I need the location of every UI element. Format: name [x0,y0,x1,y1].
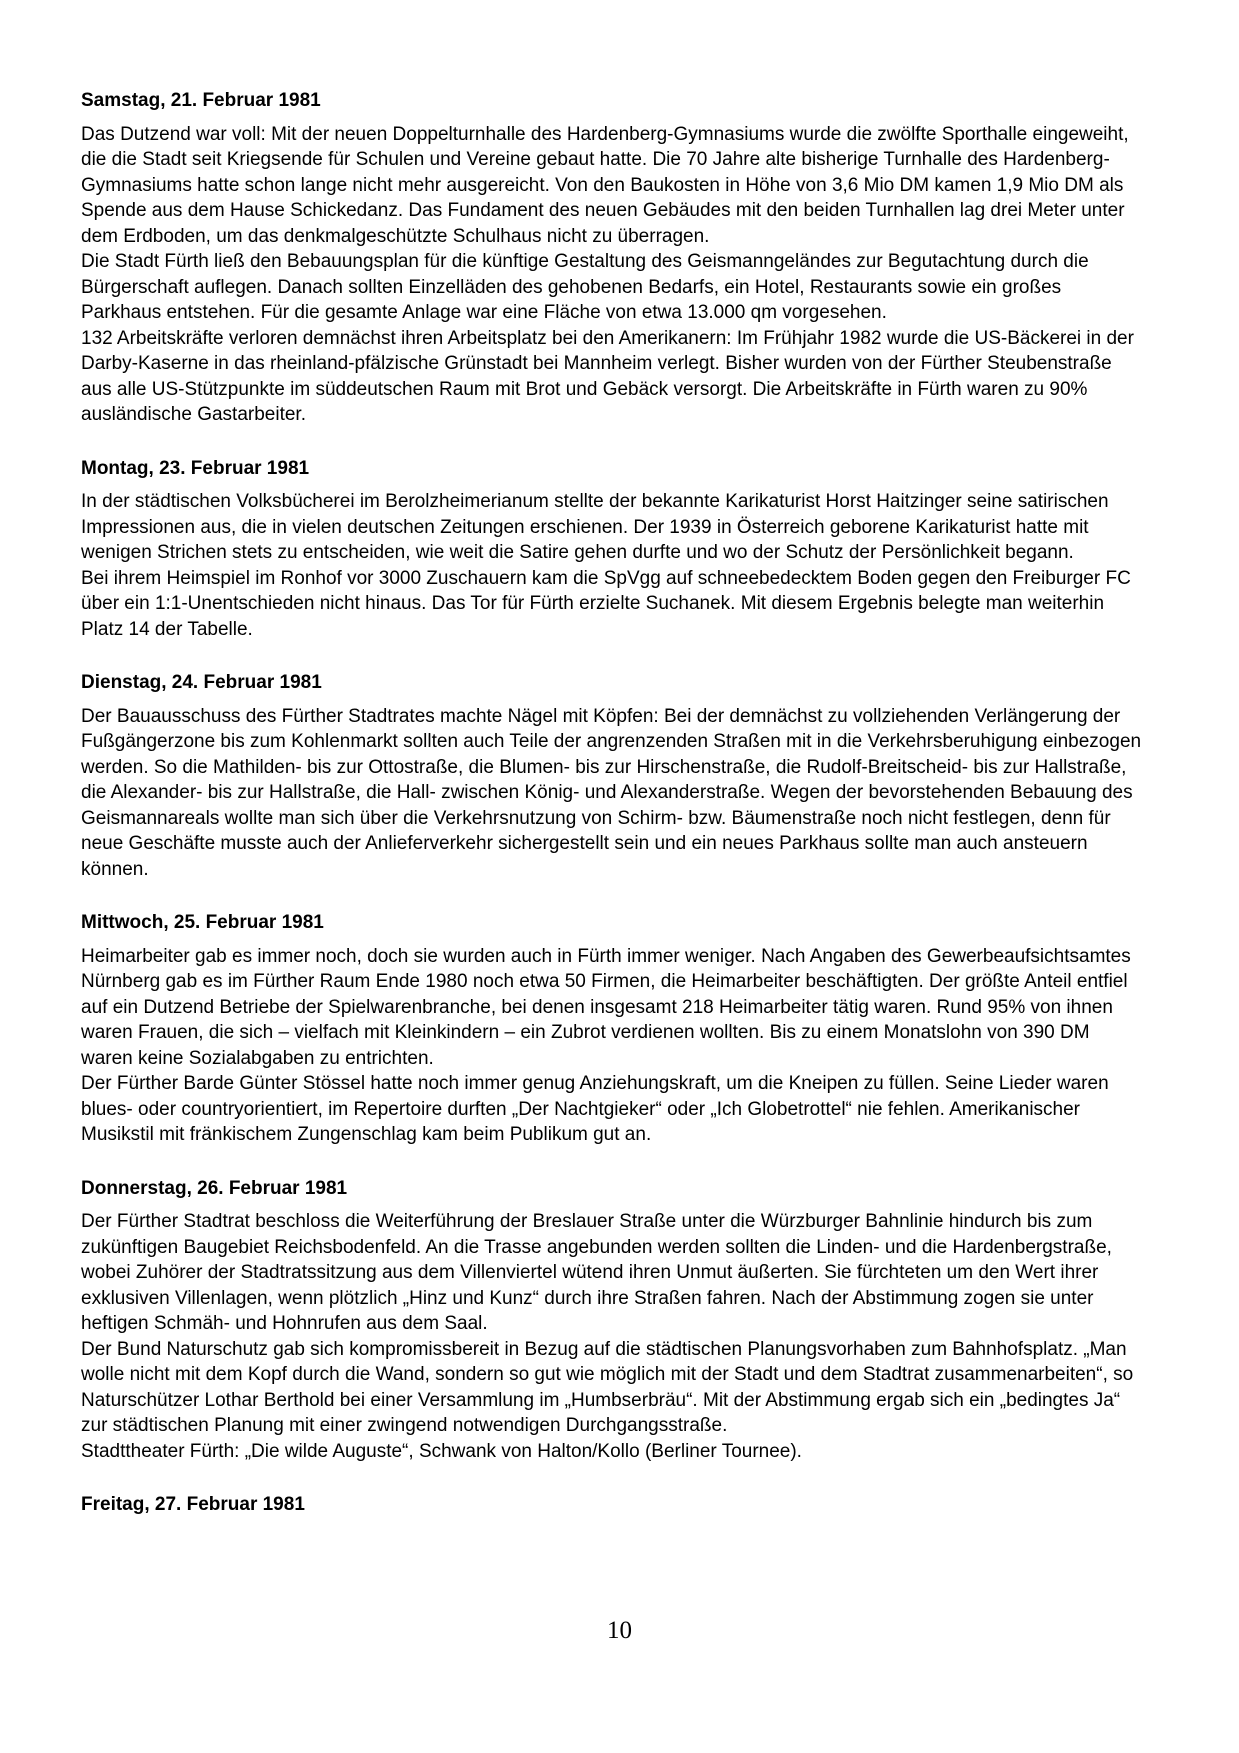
section-paragraph: Bei ihrem Heimspiel im Ronhof vor 3000 Zuschauern kam die SpVgg auf schneebedecktem Boden gegen den Freiburger FC über ein 1:1-Unentschieden nicht hinaus. Das Tor für Fürth erzielte Suchanek. Mit diesem Ergebnis belegte man weiterhin Platz 14 der Tabelle. [81,567,1131,640]
section-paragraph: Heimarbeiter gab es immer noch, doch sie wurden auch in Fürth immer weniger. Nach Angaben des Gewerbeaufsichtsamtes Nürnberg gab es im Fürther Raum Ende 1980 noch etwa 50 Firmen, die Heimarbeiter beschäftigten. Der größte Anteil entfiel auf ein Dutzend Betriebe der Spielwarenbranche, bei denen insgesamt 218 Heimarbeiter tätig waren. Rund 95% von ihnen waren Frauen, die sich – vielfach mit Kleinkindern – ein Zubrot verdienen wollten. Bis zu einem Monatslohn von 390 DM waren keine Sozialabgaben zu entrichten. [81,945,1131,1069]
day-section-friday [81,1492,1144,1518]
section-heading: Samstag, 21. Februar 1981 [81,90,321,111]
section-paragraph: Der Bauausschuss des Fürther Stadtrates machte Nägel mit Köpfen: Bei der demnächst zu vollziehenden Verlängerung der Fußgängerzone bis zum Kohlenmarkt sollten auch Teile der angrenzenden Straßen mit in die Verkehrsberuhigung einbezogen werden. So die Mathilden- bis zur Ottostraße, die Blumen- bis zur Hirschenstraße, die Rudolf-Breitscheid- bis zur Hallstraße, die Alexander- bis zur Hallstraße, die Hall- zwischen König- und Alexanderstraße. Wegen der bevorstehenden Bebauung des Geismannareals wollte man sich über die Verkehrsnutzung von Schirm- bzw. Bäumenstraße noch nicht festlegen, denn für neue Geschäfte musste auch der Anlieferverkehr sichergestellt sein und ein neues Parkhaus sollte man auch ansteuern können. [81,705,1142,880]
day-section-wednesday [81,910,1144,1148]
day-section-tuesday [81,670,1144,882]
day-section-saturday [81,88,1144,428]
section-paragraph: Das Dutzend war voll: Mit der neuen Doppelturnhalle des Hardenberg-Gymnasiums wurde die zwölfte Sporthalle eingeweiht, die die Stadt seit Kriegsende für Schulen und Vereine gebaut hatte. Die 70 Jahre alte bisherige Turnhalle des Hardenberg-Gymnasiums hatte schon lange nicht mehr ausgereicht. Von den Baukosten in Höhe von 3,6 Mio DM kamen 1,9 Mio DM als Spende aus dem Hause Schickedanz. Das Fundament des neuen Gebäudes mit den beiden Turnhallen lag drei Meter unter dem Erdboden, um das denkmalgeschützte Schulhaus nicht zu überragen. [81,123,1129,247]
section-heading: Dienstag, 24. Februar 1981 [81,672,322,693]
section-paragraph: In der städtischen Volksbücherei im Berolzheimerianum stellte der bekannte Karikaturist Horst Haitzinger seine satirischen Impressionen aus, die in vielen deutschen Zeitungen erschienen. Der 1939 in Österreich geborene Karikaturist hatte mit wenigen Strichen stets zu entscheiden, wie weit die Satire gehen durfte und wo der Schutz der Persönlichkeit begann. [81,491,1109,563]
section-paragraph: Der Bund Naturschutz gab sich kompromissbereit in Bezug auf die städtischen Planungsvorhaben zum Bahnhofsplatz. „Man wolle nicht mit dem Kopf durch die Wand, sondern so gut wie möglich mit der Stadt und dem Stadtrat zusammenarbeiten“, so Naturschützer Lothar Berthold bei einer Versammlung im „Humbserbräu“. Mit der Abstimmung ergab sich ein „bedingtes Ja“ zur städtischen Planung mit einer zwingend notwendigen Durchgangsstraße. [81,1338,1134,1436]
section-heading: Freitag, 27. Februar 1981 [81,1494,305,1515]
section-heading: Donnerstag, 26. Februar 1981 [81,1177,348,1199]
section-paragraph: 132 Arbeitskräfte verloren demnächst ihren Arbeitsplatz bei den Amerikanern: Im Frühjahr 1982 wurde die US-Bäckerei in der Darby-Kaserne in das rheinland-pfälzische Grünstadt bei Mannheim verlegt. Bisher wurden von der Fürther Steubenstraße aus alle US-Stützpunkte im süddeutschen Raum mit Brot und Gebäck versorgt. Die Arbeitskräfte in Fürth waren zu 90% ausländische Gastarbeiter. [81,327,1134,425]
section-paragraph: Der Fürther Barde Günter Stössel hatte noch immer genug Anziehungskraft, um die Kneipen zu füllen. Seine Lieder waren blues- oder countryorientiert, im Repertoire durften „Der Nachtgieker“ oder „Ich Globetrottel“ nie fehlen. Amerikanischer Musikstil mit fränkischem Zungenschlag kam beim Publikum gut an. [81,1073,1109,1145]
section-paragraph: Die Stadt Fürth ließ den Bebauungsplan für die künftige Gestaltung des Geismanngeländes zur Begutachtung durch die Bürgerschaft auflegen. Danach sollten Einzelläden des gehobenen Bedarfs, ein Hotel, Restaurants sowie ein großes Parkhaus entstehen. Für die gesamte Anlage war eine Fläche von etwa 13.000 qm vorgesehen. [81,251,1089,323]
page-number: 10 [607,1617,632,1644]
section-paragraph: Der Fürther Stadtrat beschloss die Weiterführung der Breslauer Straße unter die Würzburger Bahnlinie hindurch bis zum zukünftigen Baugebiet Reichsbodenfeld. An die Trasse angebunden werden sollten die Linden- und die Hardenbergstraße, wobei Zuhörer der Stadtratssitzung aus dem Villenviertel wütend ihren Unmut äußerten. Sie fürchteten um den Wert ihrer exklusiven Villenlagen, wenn plötzlich „Hinz und Kunz“ durch ihre Straßen fahren. Nach der Abstimmung zogen sie unter heftigen Schmäh- und Hohnrufen aus dem Saal. [81,1211,1112,1334]
document-body [81,88,1144,1546]
section-heading: Mittwoch, 25. Februar 1981 [81,912,324,933]
section-paragraph: Stadttheater Fürth: „Die wilde Auguste“, Schwank von Halton/Kollo (Berliner Tournee). [81,1440,802,1462]
day-section-monday [81,456,1144,643]
day-section-thursday [81,1176,1144,1465]
section-heading: Montag, 23. Februar 1981 [81,457,310,479]
